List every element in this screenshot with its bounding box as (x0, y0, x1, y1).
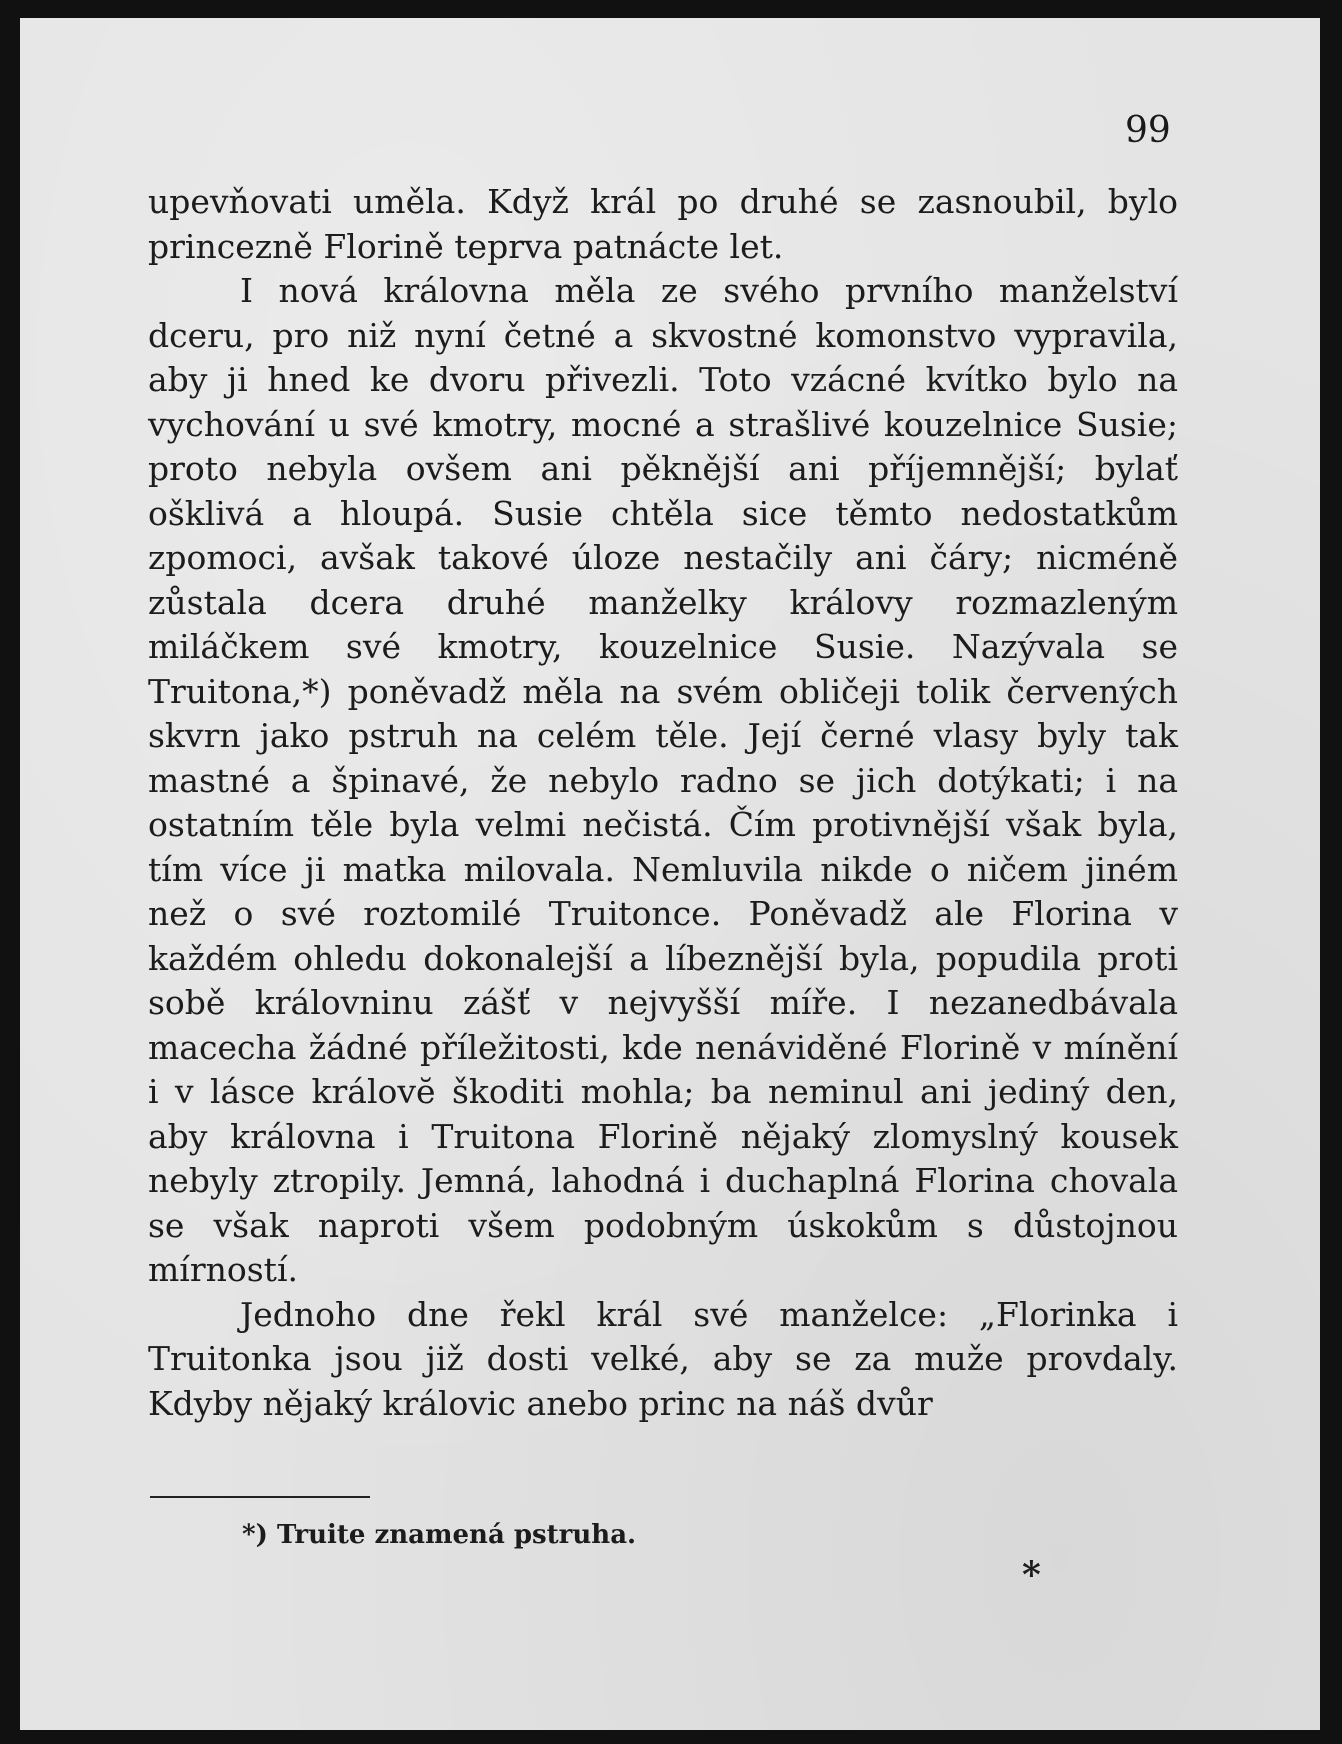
paragraph-1: upevňovati uměla. Když král po druhé se zasnoubil, bylo princezně Florině teprva patnácte let. (148, 182, 1178, 266)
book-page (20, 18, 1320, 1730)
paragraph-2: I nová královna měla ze svého prvního manželství dceru, pro niž nyní četné a skvostné komonstvo vypravila, aby ji hned ke dvoru přivezli. Toto vzácné kvítko bylo na vychování u své kmotry, mocné a strašlivé kouzelnice Susie; proto nebyla ovšem ani pěknější ani příjemnější; bylať ošklivá a hloupá. Susie chtěla sice těmto nedostatkům zpomoci, avšak takové úloze nestačily ani čáry; nicméně zůstala dcera druhé manželky královy rozmazleným miláčkem své kmotry, kouzelnice Susie. Nazývala se Truitona,*) poněvadž měla na svém obličeji tolik červených skvrn jako pstruh na celém těle. Její černé vlasy byly tak mastné a špinavé, že nebylo radno se jich dotýkati; i na ostatním těle byla velmi nečistá. Čím protivnější však byla, tím více ji matka milovala. Nemluvila nikde o ničem jiném než o své roztomilé Truitonce. Poněvadž ale Florina v každém ohledu dokonalejší a líbeznější byla, popudila proti sobě královninu zášť v nejvyšší míře. I nezanedbávala macecha žádné příležitosti, kde nenáviděné Florině v mínění i v lásce královĕ škoditi mohla; ba neminul ani jediný den, aby královna i Truitona Florině nějaký zlomyslný kousek nebyly ztropily. Jemná, lahodná i duchaplná Florina chovala se však naproti všem podobným úskokům s důstojnou mírností. (148, 271, 1178, 1289)
signature-mark: * (1022, 1554, 1041, 1596)
page-number: 99 (1125, 110, 1171, 151)
footnote: *) Truite znamená pstruha. (242, 1520, 637, 1550)
footnote-divider (150, 1496, 370, 1498)
paragraph-3: Jednoho dne řekl král své manželce: „Florinka i Truitonka jsou již dosti velké, aby se za muže provdaly. Kdyby nějaký královic anebo princ na náš dvůr (148, 1294, 1178, 1423)
body-text (148, 180, 1178, 1426)
